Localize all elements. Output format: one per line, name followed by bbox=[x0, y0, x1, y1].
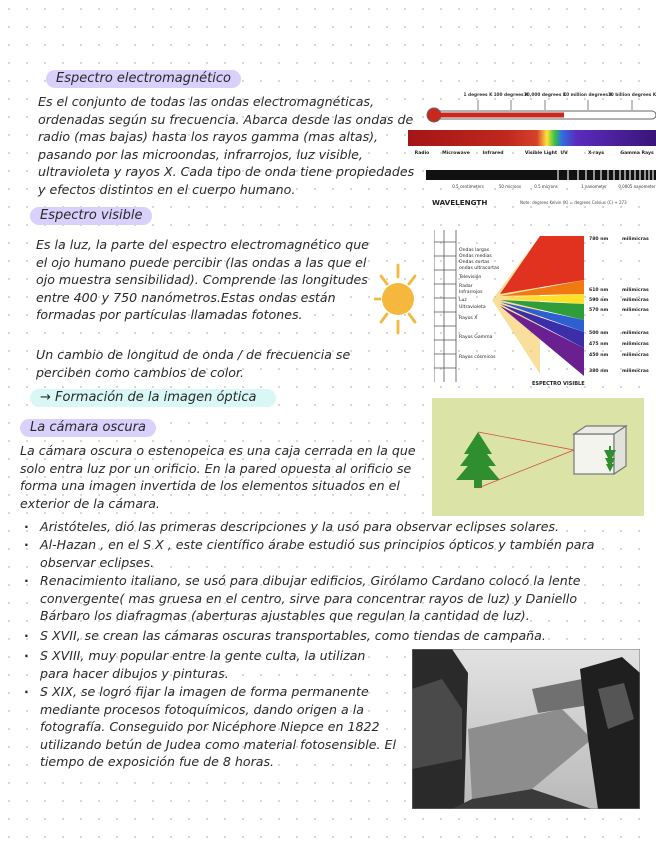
svg-text:ondas ultracortas: ondas ultracortas bbox=[459, 266, 500, 271]
kelvin-note: Note: degrees Kelvin (K) = degrees Celsius (C) + 273 bbox=[520, 200, 627, 205]
svg-text:0.0005 nanometer: 0.0005 nanometer bbox=[618, 184, 656, 189]
band-labels bbox=[415, 150, 654, 156]
svg-text:Radio: Radio bbox=[414, 151, 430, 156]
svg-text:Visible Light: Visible Light bbox=[524, 151, 558, 156]
svg-text:milimicras: milimicras bbox=[622, 342, 649, 347]
niepce-photograph bbox=[412, 649, 640, 809]
scale-lines bbox=[434, 230, 456, 382]
svg-text:Ondas medias: Ondas medias bbox=[459, 254, 492, 259]
svg-text:0.5 microns: 0.5 microns bbox=[534, 184, 558, 189]
heading-formacion-imagen: → Formación de la imagen óptica bbox=[30, 389, 276, 407]
svg-text:milimicras: milimicras bbox=[622, 331, 649, 336]
svg-text:milimicras: milimicras bbox=[622, 298, 649, 303]
svg-text:milimicras: milimicras bbox=[622, 369, 649, 374]
wavelength-label: WAVELENGTH bbox=[432, 198, 488, 207]
svg-text:Rayos Gamma: Rayos Gamma bbox=[459, 335, 493, 340]
svg-text:500 nm: 500 nm bbox=[589, 331, 609, 336]
svg-text:Microwave: Microwave bbox=[442, 151, 470, 156]
visible-spectrum-figure bbox=[434, 224, 656, 388]
svg-text:Ondas largas: Ondas largas bbox=[459, 248, 490, 253]
paragraph-espectro-visible: Es la luz, la parte del espectro electromagnético que el ojo humano puede percibir (las ondas a las que el ojo muestra sensibilidad). Comprende las longitudes entre 400 y 750 nanómetros.Estas ondas están formadas por partículas llamadas fotones. bbox=[36, 237, 369, 323]
svg-text:1 degrees K: 1 degrees K bbox=[463, 93, 493, 98]
svg-text:Televisión: Televisión bbox=[459, 275, 482, 280]
svg-text:10 million degrees K: 10 million degrees K bbox=[563, 93, 613, 98]
heading-espectro-visible: Espectro visible bbox=[30, 207, 152, 225]
svg-text:0.5 centimeters: 0.5 centimeters bbox=[452, 184, 484, 189]
spectrum-bar bbox=[408, 130, 656, 146]
heading-espectro-electromagnetico: Espectro electromagnético bbox=[46, 70, 241, 88]
svg-text:X-rays: X-rays bbox=[587, 151, 605, 156]
svg-text:Radar: Radar bbox=[459, 284, 473, 289]
wave-ruler bbox=[426, 170, 656, 180]
camera-obscura-diagram bbox=[432, 398, 644, 516]
svg-text:UV: UV bbox=[560, 151, 568, 156]
svg-text:380 nm: 380 nm bbox=[589, 369, 609, 374]
heading-camara-oscura: La cámara oscura bbox=[20, 419, 156, 437]
svg-text:1 nanometer: 1 nanometer bbox=[581, 184, 607, 189]
svg-text:Ondas cortas: Ondas cortas bbox=[459, 260, 490, 265]
svg-text:50 microns: 50 microns bbox=[498, 184, 522, 189]
svg-text:Infrarrojos: Infrarrojos bbox=[459, 290, 483, 295]
svg-text:780 nm: 780 nm bbox=[589, 237, 609, 242]
svg-text:milimicras: milimicras bbox=[622, 237, 649, 242]
svg-text:Infrared: Infrared bbox=[482, 151, 504, 156]
svg-text:Rayos X: Rayos X bbox=[459, 316, 478, 321]
electromagnetic-spectrum-figure bbox=[408, 88, 656, 210]
svg-text:Luz: Luz bbox=[459, 298, 467, 303]
temperature-labels bbox=[464, 92, 656, 98]
bullet-s-xviii: · S XVIII, muy popular entre la gente culta, la utilizan para hacer dibujos y pinturas. bbox=[40, 647, 390, 682]
camera-box-icon bbox=[574, 426, 626, 474]
sun-icon bbox=[374, 262, 434, 336]
paragraph-espectro-electromagnetico: Es el conjunto de todas las ondas electromagnéticas, ordenadas según su frecuencia. Abarca desde las ondas de radio (mas bajas) hasta los rayos gamma (mas altas), pasando por las microondas, infrarrojos, luz visible, ultravioleta y rayos X. Cada tipo de onda tiene propiedades y efectos distintos en el cuerpo humano. bbox=[38, 94, 415, 197]
svg-text:475 nm: 475 nm bbox=[589, 342, 609, 347]
bullet-s-xix: · S XIX, se logró fijar la imagen de forma permanente mediante procesos fotoquímicos, dando origen a la fotografía. Conseguido por Nicéphore Niepce en 1822 utilizando betún de Judea como material fotosensible. El tiempo de exposición fue de 8 horas. bbox=[40, 683, 406, 771]
svg-text:10,000 degrees K: 10,000 degrees K bbox=[523, 93, 567, 98]
thermometer-icon bbox=[427, 100, 656, 122]
svg-text:milimicras: milimicras bbox=[622, 353, 649, 358]
svg-text:milimicras: milimicras bbox=[622, 308, 649, 313]
svg-text:610 nm: 610 nm bbox=[589, 288, 609, 293]
visible-spectrum-caption: ESPECTRO VISIBLE bbox=[532, 381, 585, 387]
nanometer-labels bbox=[589, 236, 649, 374]
svg-text:Rayos cósmicos: Rayos cósmicos bbox=[459, 355, 496, 360]
svg-text:100 degrees K: 100 degrees K bbox=[493, 93, 529, 98]
svg-text:10 billion degrees K: 10 billion degrees K bbox=[607, 93, 656, 98]
wavelength-values bbox=[452, 184, 656, 189]
bullet-al-hazan: · Al-Hazan , en el S X , este científico árabe estudió sus principios ópticos y también para observar eclipses. bbox=[40, 536, 630, 571]
bullet-s-xvii: · S XVII, se crean las cámaras oscuras transportables, como tiendas de campaña. bbox=[40, 627, 630, 645]
svg-text:570 nm: 570 nm bbox=[589, 308, 609, 313]
bullet-aristoteles: · Aristóteles, dió las primeras descripciones y la usó para observar eclipses solares. bbox=[40, 518, 630, 536]
paragraph-cambio-color: Un cambio de longitud de onda / de frecuencia se perciben como cambios de color. bbox=[36, 347, 351, 380]
svg-text:Gamma Rays: Gamma Rays bbox=[620, 151, 654, 156]
svg-text:450 nm: 450 nm bbox=[589, 353, 609, 358]
wave-type-labels bbox=[458, 247, 500, 360]
svg-text:Ultravioleta: Ultravioleta bbox=[459, 305, 486, 310]
paragraph-camara-oscura: La cámara oscura o estenopeica es una caja cerrada en la que solo entra luz por un orificio. En la pared opuesta al orificio se forma una imagen invertida de los elementos situados en el exterior de la cámara. bbox=[20, 443, 416, 511]
color-bands bbox=[500, 236, 584, 376]
svg-text:milimicras: milimicras bbox=[622, 288, 649, 293]
svg-text:590 nm: 590 nm bbox=[589, 298, 609, 303]
bullet-renacimiento: · Renacimiento italiano, se usó para dibujar edificios, Girólamo Cardano colocó la lente convergente( mas gruesa en el centro, sirve para concentrar rayos de luz) y Daniello Bárbaro los diafragmas (aberturas ajustables que regulan la cantidad de luz). bbox=[40, 572, 630, 625]
